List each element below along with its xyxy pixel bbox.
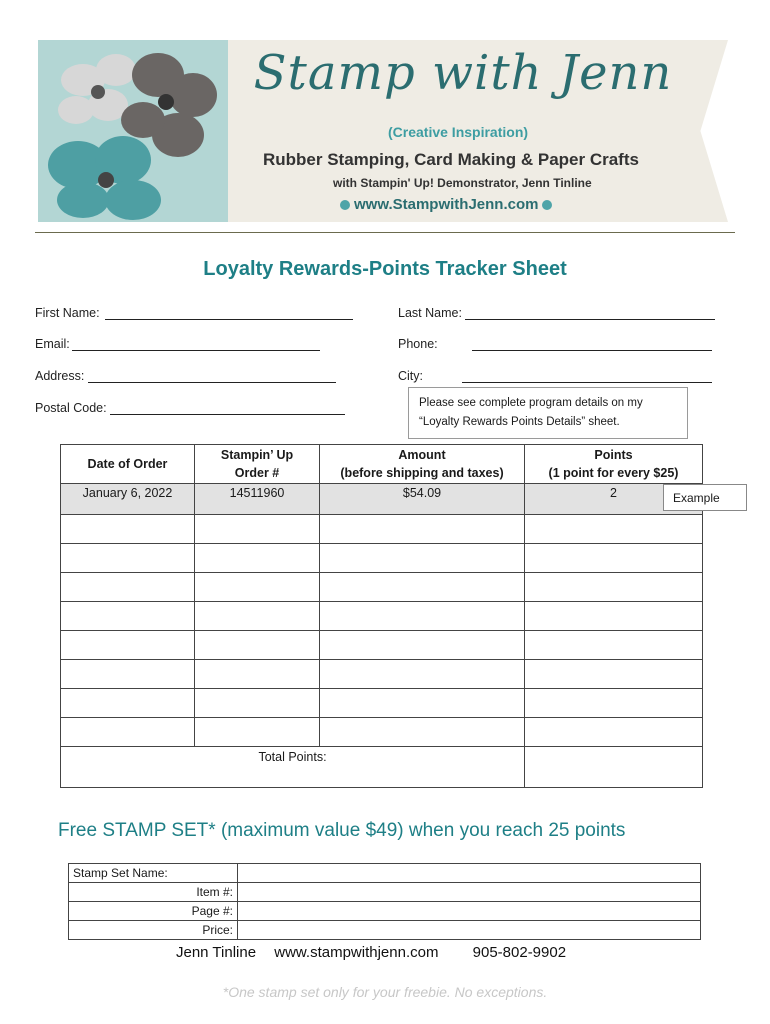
header-order-line-1: Stampin’ Up xyxy=(220,448,294,462)
example-order: 14511960 xyxy=(195,484,320,515)
table-header-row xyxy=(61,445,703,484)
date-cell[interactable] xyxy=(61,660,195,689)
reward-heading: Free STAMP SET* (maximum value $49) when you reach 25 points xyxy=(58,820,626,841)
amount-cell[interactable] xyxy=(320,631,525,660)
stamp-set-name-field[interactable] xyxy=(238,864,701,883)
city-label: City: xyxy=(398,369,423,383)
header-points-line-2: (1 point for every $25) xyxy=(548,466,679,480)
date-cell[interactable] xyxy=(61,544,195,573)
table-row xyxy=(61,602,703,631)
banner-flower-panel xyxy=(38,40,228,222)
header-amount-line-1: Amount xyxy=(398,448,446,462)
address-field[interactable] xyxy=(88,368,336,383)
postal-code-field[interactable] xyxy=(110,400,345,415)
banner-demonstrator: with Stampin' Up! Demonstrator, Jenn Tinline xyxy=(333,176,592,190)
note-line-1: Please see complete program details on my xyxy=(419,397,643,409)
disclaimer: *One stamp set only for your freebie. No exceptions. xyxy=(222,984,548,1000)
points-cell[interactable] xyxy=(525,718,703,747)
item-number-field[interactable] xyxy=(238,883,701,902)
points-cell[interactable] xyxy=(525,602,703,631)
header-date: Date of Order xyxy=(61,445,195,484)
city-field[interactable] xyxy=(462,368,712,383)
bullet-icon xyxy=(340,200,350,210)
page-number-field[interactable] xyxy=(238,902,701,921)
note-line-2: “Loyalty Rewards Points Details” sheet. xyxy=(419,416,620,428)
example-amount: $54.09 xyxy=(320,484,525,515)
stamp-set-row xyxy=(69,902,701,921)
email-field[interactable] xyxy=(72,336,320,351)
amount-cell[interactable] xyxy=(320,689,525,718)
points-cell[interactable] xyxy=(525,515,703,544)
example-points: 2 xyxy=(525,484,703,515)
order-cell[interactable] xyxy=(195,718,320,747)
price-field[interactable] xyxy=(238,921,701,940)
table-row xyxy=(61,515,703,544)
stamp-set-row xyxy=(69,864,701,883)
points-cell[interactable] xyxy=(525,544,703,573)
order-cell[interactable] xyxy=(195,573,320,602)
header-order-line-2: Order # xyxy=(234,466,280,480)
page-number-label: Page #: xyxy=(69,902,238,921)
banner-url[interactable] xyxy=(336,196,556,213)
item-number-label: Item #: xyxy=(69,883,238,902)
phone-field[interactable] xyxy=(472,336,712,351)
amount-cell[interactable] xyxy=(320,515,525,544)
header-banner xyxy=(38,40,738,225)
order-cell[interactable] xyxy=(195,660,320,689)
first-name-field[interactable] xyxy=(105,305,353,320)
date-cell[interactable] xyxy=(61,573,195,602)
banner-subtitle: (Creative Inspiration) xyxy=(388,124,529,140)
header-amount xyxy=(320,445,525,484)
header-points-line-1: Points xyxy=(594,448,633,462)
banner-title: Stamp with Jenn xyxy=(253,45,673,101)
stamp-set-table xyxy=(68,863,701,940)
header-points xyxy=(525,445,703,484)
program-note xyxy=(408,387,688,439)
amount-cell[interactable] xyxy=(320,602,525,631)
stamp-set-name-label: Stamp Set Name: xyxy=(69,864,238,883)
table-row xyxy=(61,631,703,660)
points-cell[interactable] xyxy=(525,660,703,689)
stamp-set-row xyxy=(69,921,701,940)
order-cell[interactable] xyxy=(195,602,320,631)
table-row xyxy=(61,660,703,689)
address-label: Address: xyxy=(35,369,85,383)
price-label: Price: xyxy=(69,921,238,940)
table-row xyxy=(61,689,703,718)
amount-cell[interactable] xyxy=(320,544,525,573)
bullet-icon xyxy=(542,200,552,210)
amount-cell[interactable] xyxy=(320,573,525,602)
footer-website[interactable]: www.stampwithjenn.com xyxy=(274,944,439,961)
banner-url-text[interactable]: www.StampwithJenn.com xyxy=(354,196,539,213)
points-cell[interactable] xyxy=(525,573,703,602)
orders-table xyxy=(60,444,703,788)
example-row xyxy=(61,484,703,515)
last-name-field[interactable] xyxy=(465,305,715,320)
order-cell[interactable] xyxy=(195,689,320,718)
amount-cell[interactable] xyxy=(320,660,525,689)
date-cell[interactable] xyxy=(61,718,195,747)
amount-cell[interactable] xyxy=(320,718,525,747)
table-row xyxy=(61,544,703,573)
table-row xyxy=(61,573,703,602)
date-cell[interactable] xyxy=(61,515,195,544)
header-order xyxy=(195,445,320,484)
date-cell[interactable] xyxy=(61,602,195,631)
points-cell[interactable] xyxy=(525,689,703,718)
stamp-set-row xyxy=(69,883,701,902)
flowers-icon xyxy=(38,40,228,222)
footer-phone: 905-802-9902 xyxy=(472,944,567,961)
example-tag: Example xyxy=(663,484,747,511)
date-cell[interactable] xyxy=(61,689,195,718)
date-cell[interactable] xyxy=(61,631,195,660)
divider xyxy=(35,232,735,233)
example-date: January 6, 2022 xyxy=(61,484,195,515)
points-cell[interactable] xyxy=(525,631,703,660)
last-name-label: Last Name: xyxy=(398,306,462,320)
total-row xyxy=(61,747,703,788)
total-points-label: Total Points: xyxy=(61,747,525,788)
page-title: Loyalty Rewards-Points Tracker Sheet xyxy=(203,258,567,280)
footer-name: Jenn Tinline xyxy=(176,944,257,961)
phone-label: Phone: xyxy=(398,337,438,351)
order-cell[interactable] xyxy=(195,544,320,573)
total-points-cell[interactable] xyxy=(525,747,703,788)
order-cell[interactable] xyxy=(195,515,320,544)
header-amount-line-2: (before shipping and taxes) xyxy=(340,466,504,480)
postal-code-label: Postal Code: xyxy=(35,401,107,415)
banner-tagline: Rubber Stamping, Card Making & Paper Crafts xyxy=(263,150,639,169)
first-name-label: First Name: xyxy=(35,306,100,320)
email-label: Email: xyxy=(35,337,70,351)
footer-contact xyxy=(176,944,580,961)
table-row xyxy=(61,718,703,747)
order-cell[interactable] xyxy=(195,631,320,660)
